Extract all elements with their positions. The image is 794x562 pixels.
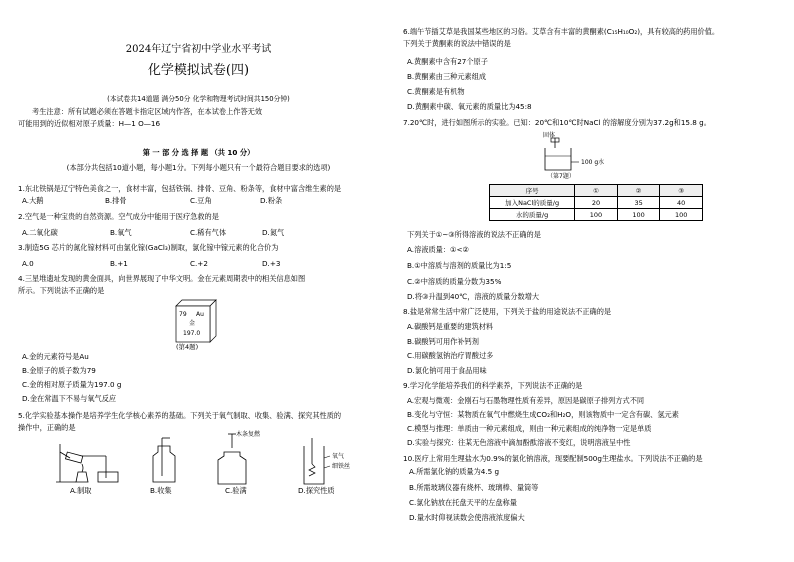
element-card (176, 300, 212, 338)
q7-figure-caption: （第7题） (547, 173, 575, 180)
q3-option-c: C.+2 (190, 259, 208, 268)
q3-option-d: D.+3 (262, 259, 281, 268)
q4-option-b: B.金原子的质子数为79 (22, 366, 96, 375)
q7-followup: 下列关于①~③所得溶液的说法不正确的是 (407, 230, 541, 239)
table-cell: 40 (660, 197, 703, 209)
q5-option-d: D.探究性质 (298, 486, 335, 495)
q7-option-b: B.①中溶质与溶剂的质量比为1:5 (407, 261, 512, 270)
q6-stem-line2: 下列关于黄酮素的说法中错误的是 (403, 39, 511, 48)
q6-option-a: A.黄酮素中含有27个原子 (407, 57, 488, 66)
q5-option-b: B.收集 (150, 486, 172, 495)
q5-stem-line1: 5.化学实验基本操作是培养学生化学核心素养的基础。下列关于氧气制取、收集、验满、探究其性质的 (18, 411, 342, 420)
q1-option-d: D.粉条 (260, 196, 283, 205)
table-header-cell: ② (617, 185, 660, 197)
q2-option-b: B.氧气 (110, 228, 132, 237)
q6-option-d: D.黄酮素中碳、氧元素的质量比为45:8 (407, 102, 532, 111)
element-symbol: Au (196, 311, 204, 318)
q4-option-a: A.金的元素符号是Au (22, 352, 89, 361)
element-name: 金 (189, 320, 196, 327)
q1-option-c: C.豆角 (190, 196, 212, 205)
q9-option-a: A.宏观与微观：金刚石与石墨物理性质有差异，原因是碳原子排列方式不同 (407, 396, 645, 405)
table-cell: 加入NaCl的质量/g (490, 197, 575, 209)
part1-heading: 第 一 部 分 选 择 题 （共 10 分） (142, 148, 255, 157)
beaker-icon (543, 138, 583, 172)
apparatus-c-verify-icon (212, 434, 252, 486)
q2-option-c: C.稀有气体 (190, 228, 227, 237)
q7-label-solid: 固体 (543, 132, 556, 139)
element-mass: 197.0 (183, 330, 201, 337)
q8-option-a: A.碳酸钙是重要的建筑材料 (407, 322, 494, 331)
q4-stem-line1: 4.三星堆遗址发现的黄金面具，向世界展现了中华文明。金在元素周期表中的相关信息如图 (18, 274, 306, 283)
q5-option-a: A.制取 (70, 486, 92, 495)
table-row (490, 209, 703, 221)
right-column (397, 0, 794, 562)
q6-option-c: C.黄酮素是有机物 (407, 87, 465, 96)
label-stick-relit: 木条复燃 (236, 431, 261, 438)
q3-option-a: A.0 (22, 259, 34, 268)
info-line: (本试卷共14道题 满分50分 化学和物理考试时间共150分钟) (107, 95, 290, 103)
table-cell: 水的质量/g (490, 209, 575, 221)
q10-option-c: C.氯化钠放在托盘天平的左盘称量 (409, 498, 517, 507)
atomic-masses: 可能用到的近似相对原子质量：H—1 O—16 (18, 119, 161, 128)
q4-option-d: D.金在常温下不易与氧气反应 (22, 394, 117, 403)
q7-option-d: D.将③升温到40℃，溶液的质量分数增大 (407, 292, 540, 301)
q4-figure-caption: (第4题) (176, 343, 199, 351)
table-row (490, 197, 703, 209)
label-oxygen: 氧气 (332, 453, 345, 460)
q9-option-c: C.模型与推理：单质由一种元素组成，则由一种元素组成的纯净物一定是单质 (407, 424, 652, 433)
q3-option-b: B.+1 (110, 259, 128, 268)
q6-option-b: B.黄酮素由三种元素组成 (407, 72, 487, 81)
q6-stem-line1: 6.端午节插艾草是我国某些地区的习俗。艾草含有丰富的黄酮素(C₁₅H₁₀O₂)，具有较高的药用价值。 (403, 27, 720, 36)
table-cell: 35 (617, 197, 660, 209)
q7-label-water: 100 g水 (581, 159, 605, 166)
table-header-row (490, 185, 703, 197)
label-iron-wire: 细铁丝 (332, 463, 351, 470)
table-cell: 100 (660, 209, 703, 221)
table-cell: 20 (575, 197, 618, 209)
paper-title: 化学模拟试卷(四) (147, 63, 250, 78)
table-header-cell: ① (575, 185, 618, 197)
q3-stem: 3.制造5G 芯片的氮化镓材料可由氯化镓(GaCl₃)制取，氯化镓中镓元素的化合价为 (18, 243, 279, 252)
table-header-cell: ③ (660, 185, 703, 197)
q8-option-b: B.碳酸钙可用作补钙剂 (407, 337, 479, 346)
q7-option-a: A.溶液质量：①<② (407, 245, 469, 254)
q1-option-a: A.大鹅 (22, 196, 44, 205)
q7-stem: 7.20℃时，进行如图所示的实验。已知：20℃和10℃时NaCl 的溶解度分别为37.2g和15.8 g。 (403, 118, 711, 127)
q2-option-a: A.二氧化碳 (22, 228, 58, 237)
q10-stem: 10.医疗上常用生理盐水为0.9%的氯化钠溶液，现要配制500g生理盐水。下列说法不正确的是 (403, 454, 703, 463)
q1-stem: 1.东北铁锅是辽宁特色美食之一，食材丰富，包括铁锅、排骨、豆角、粉条等，食材中富含维生素的是 (18, 184, 342, 193)
q7-option-c: C.②中溶质的质量分数为35% (407, 277, 502, 286)
notice: 考生注意：所有试题必须在答题卡指定区域内作答，在本试卷上作答无效 (32, 107, 263, 116)
q8-option-c: C.用碳酸氢钠治疗胃酸过多 (407, 351, 494, 360)
q9-option-d: D.实验与探究：往某无色溶液中滴加酚酞溶液不变红，说明溶液呈中性 (407, 438, 631, 447)
q9-stem: 9.学习化学能培养我们的科学素养，下列说法不正确的是 (403, 381, 583, 390)
q2-stem: 2.空气是一种宝贵的自然资源。空气成分中能用于医疗急救的是 (18, 212, 219, 221)
table-cell: 100 (575, 209, 618, 221)
q2-option-d: D.氮气 (262, 228, 285, 237)
q8-option-d: D.氯化钠可用于食品用味 (407, 366, 487, 375)
q10-option-b: B.所需玻璃仪器有烧杯、玻璃棒、量筒等 (409, 483, 539, 492)
q10-option-a: A.所需氯化钠的质量为4.5 g (409, 467, 500, 476)
table-header-cell: 序号 (490, 185, 575, 197)
q4-stem-line2: 所示。下列说法不正确的是 (18, 286, 105, 295)
apparatus-a-heating-icon (56, 438, 126, 484)
table-cell: 100 (617, 209, 660, 221)
element-number: 79 (179, 311, 187, 318)
q5-stem-line2: 操作中，正确的是 (18, 423, 76, 432)
q9-option-b: B.变化与守恒：某物质在氧气中燃烧生成CO₂和H₂O，则该物质中一定含有碳、氢元素 (407, 410, 679, 419)
q1-option-b: B.排骨 (105, 196, 127, 205)
q10-option-d: D.量水时仰视读数会使溶液浓度偏大 (409, 513, 525, 522)
exam-title: 2024年辽宁省初中学业水平考试 (125, 44, 272, 55)
apparatus-b-gas-bottle-icon (150, 438, 180, 484)
part1-instructions: (本部分共包括10道小题，每小题1分。下列每小题只有一个最符合题目要求的选项) (66, 163, 331, 172)
q8-stem: 8.盐是常常生活中常广泛使用，下列关于盐的用途说法不正确的是 (403, 307, 612, 316)
q7-data-table (489, 184, 703, 221)
q4-option-c: C.金的相对原子质量为197.0 g (22, 380, 122, 389)
q5-option-c: C.验满 (225, 486, 247, 495)
